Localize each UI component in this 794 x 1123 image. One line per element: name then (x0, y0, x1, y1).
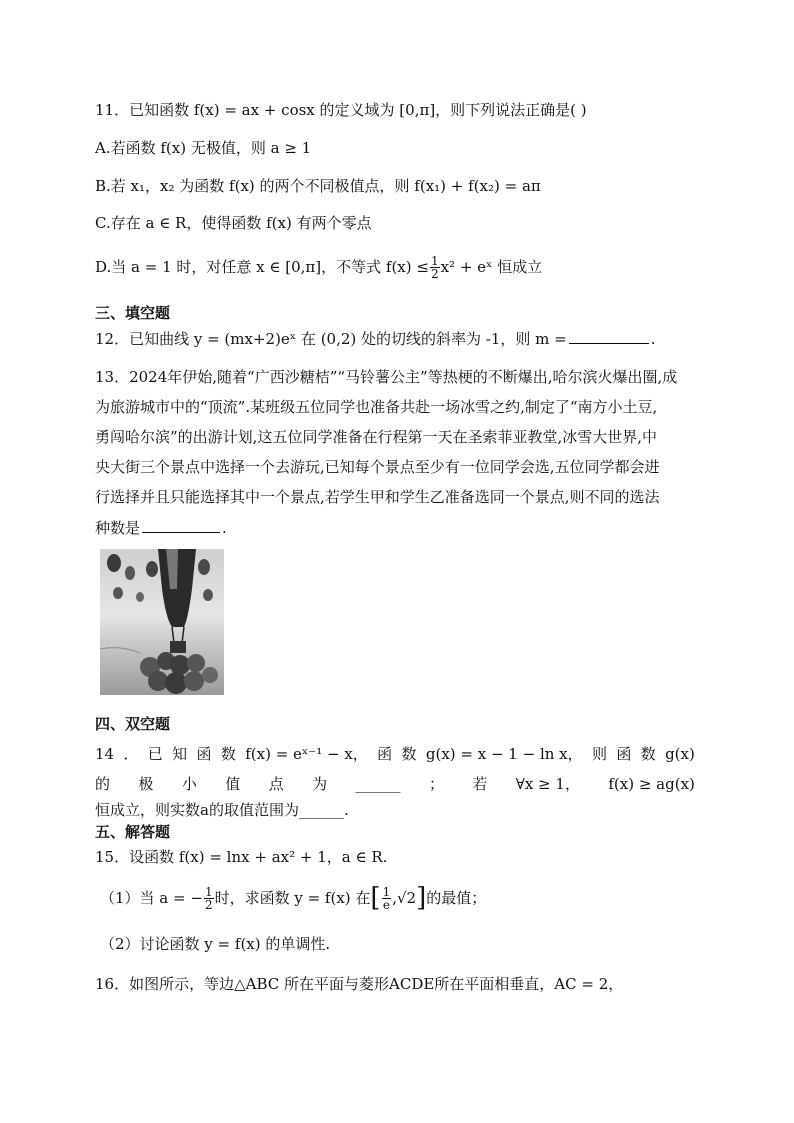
section-title-fill-in: 三、填空题 (95, 304, 171, 322)
q14-token: 小 (181, 775, 197, 793)
q14-token: ∀x ≥ 1， (515, 775, 580, 793)
q14-token: 为 (312, 775, 328, 793)
q14-line-2 (95, 773, 695, 795)
q14-line-1 (95, 743, 695, 765)
left-bracket: [ (370, 883, 381, 913)
q13-line-5: 行选择并且只能选择其中一个景点,若学生甲和学生乙准备选同一个景点,则不同的选法 (95, 488, 660, 506)
q14-token: ______ (355, 775, 401, 793)
q14-token: 数 (640, 745, 656, 763)
q14-token: 点 (268, 775, 284, 793)
q14-token: ． (123, 745, 139, 763)
section-title-solutions: 五、解答题 (95, 823, 171, 841)
q14-token: ； (428, 775, 444, 793)
q14-token: 数 (220, 745, 236, 763)
q14-token: 值 (225, 775, 241, 793)
q12-end: . (650, 330, 656, 348)
q11-stem: 11．已知函数 f(x) = ax + cosx 的定义域为 [0,π]，则下列说法正确是( ) (95, 101, 587, 119)
fraction-numerator: 1 (204, 884, 213, 899)
fraction-one-half (204, 886, 214, 911)
q13-line-1: 13．2024年伊始,随着“广西沙糖桔”“马铃薯公主”等热梗的不断爆出,哈尔滨火爆出圈,成 (95, 368, 678, 386)
q14-token: f(x) ≥ ag(x) (608, 775, 695, 793)
fraction-numerator: 1 (382, 884, 391, 899)
q12-stem: 12．已知曲线 y = (mx+2)eˣ 在 (0,2) 处的切线的斜率为 -1，则 m = (95, 330, 567, 348)
fraction-one-half (430, 255, 440, 280)
right-bracket: ] (416, 883, 427, 913)
q11-option-b: B.若 x₁，x₂ 为函数 f(x) 的两个不同极值点，则 f(x₁) + f(x₂) = aπ (95, 177, 541, 195)
q11-option-d (95, 250, 542, 284)
q13-line-2: 为旅游城市中的“顶流”.某班级五位同学也准备共赴一场冰雪之约,制定了“南方小土豆, (95, 398, 658, 416)
answer-blank (142, 518, 220, 533)
q14-token: 函 (377, 745, 393, 763)
fraction-numerator: 1 (430, 253, 439, 268)
q14-token: f(x) = eˣ⁻¹ − x， (245, 745, 368, 763)
q15-part-1-prefix: （1）当 a = − (100, 889, 203, 907)
q14-token: 已 (147, 745, 163, 763)
q13-line-4: 央大街三个景点中选择一个去游玩,已知每个景点至少有一位同学会选,五位同学都会进 (95, 458, 660, 476)
q14-token: 函 (616, 745, 632, 763)
q11-option-d-tail: x² + eˣ 恒成立 (440, 258, 543, 276)
q16-text: 16．如图所示，等边△ABC 所在平面与菱形ACDE所在平面相垂直，AC = 2， (95, 975, 624, 993)
q11-option-d-text: D.当 a = 1 时，对任意 x ∈ [0,π]，不等式 f(x) ≤ (95, 258, 429, 276)
q14-token: g(x) (665, 745, 695, 763)
q15-part-2: （2）讨论函数 y = f(x) 的单调性. (100, 935, 331, 953)
q13-line-6 (95, 517, 227, 539)
q14-token: g(x) = x − 1 − ln x， (425, 745, 583, 763)
q14-token: 极 (138, 775, 154, 793)
q14-line-3: 恒成立，则实数a的取值范围为______. (95, 801, 349, 819)
q15-stem: 15．设函数 f(x) = lnx + ax² + 1，a ∈ R. (95, 848, 388, 866)
q14-token: 数 (401, 745, 417, 763)
balloon-illustration (100, 549, 224, 695)
interval-upper-bound: ,√2 (392, 889, 417, 907)
section-title-double-blank: 四、双空题 (95, 715, 171, 733)
fraction-one-over-e (382, 886, 392, 911)
q13-last-text: 种数是 (95, 519, 141, 537)
q14-token: 则 (591, 745, 607, 763)
answer-blank (569, 329, 649, 344)
q11-option-a: A.若函数 f(x) 无极值，则 a ≥ 1 (95, 139, 312, 157)
fraction-denominator: 2 (204, 897, 213, 912)
q15-part-1-middle: 时，求函数 y = f(x) 在 (214, 889, 371, 907)
q14-token: 若 (472, 775, 488, 793)
q11-option-c: C.存在 a ∈ R，使得函数 f(x) 有两个零点 (95, 214, 372, 232)
q15-part-1-suffix: 的最值； (426, 889, 487, 907)
q15-part-1 (100, 878, 486, 918)
fraction-denominator: e (382, 897, 390, 912)
q13-line-3: 勇闯哈尔滨”的出游计划,这五位同学准备在行程第一天在圣索菲亚教堂,冰雪大世界,中 (95, 428, 657, 446)
q12-text (95, 328, 656, 350)
q14-token: 的 (95, 775, 111, 793)
balloon-photo (100, 549, 224, 695)
fraction-denominator: 2 (430, 266, 439, 281)
q14-token: 14 (95, 745, 115, 763)
q14-token: 函 (196, 745, 212, 763)
q14-token: 知 (172, 745, 188, 763)
q13-end: . (222, 519, 227, 537)
